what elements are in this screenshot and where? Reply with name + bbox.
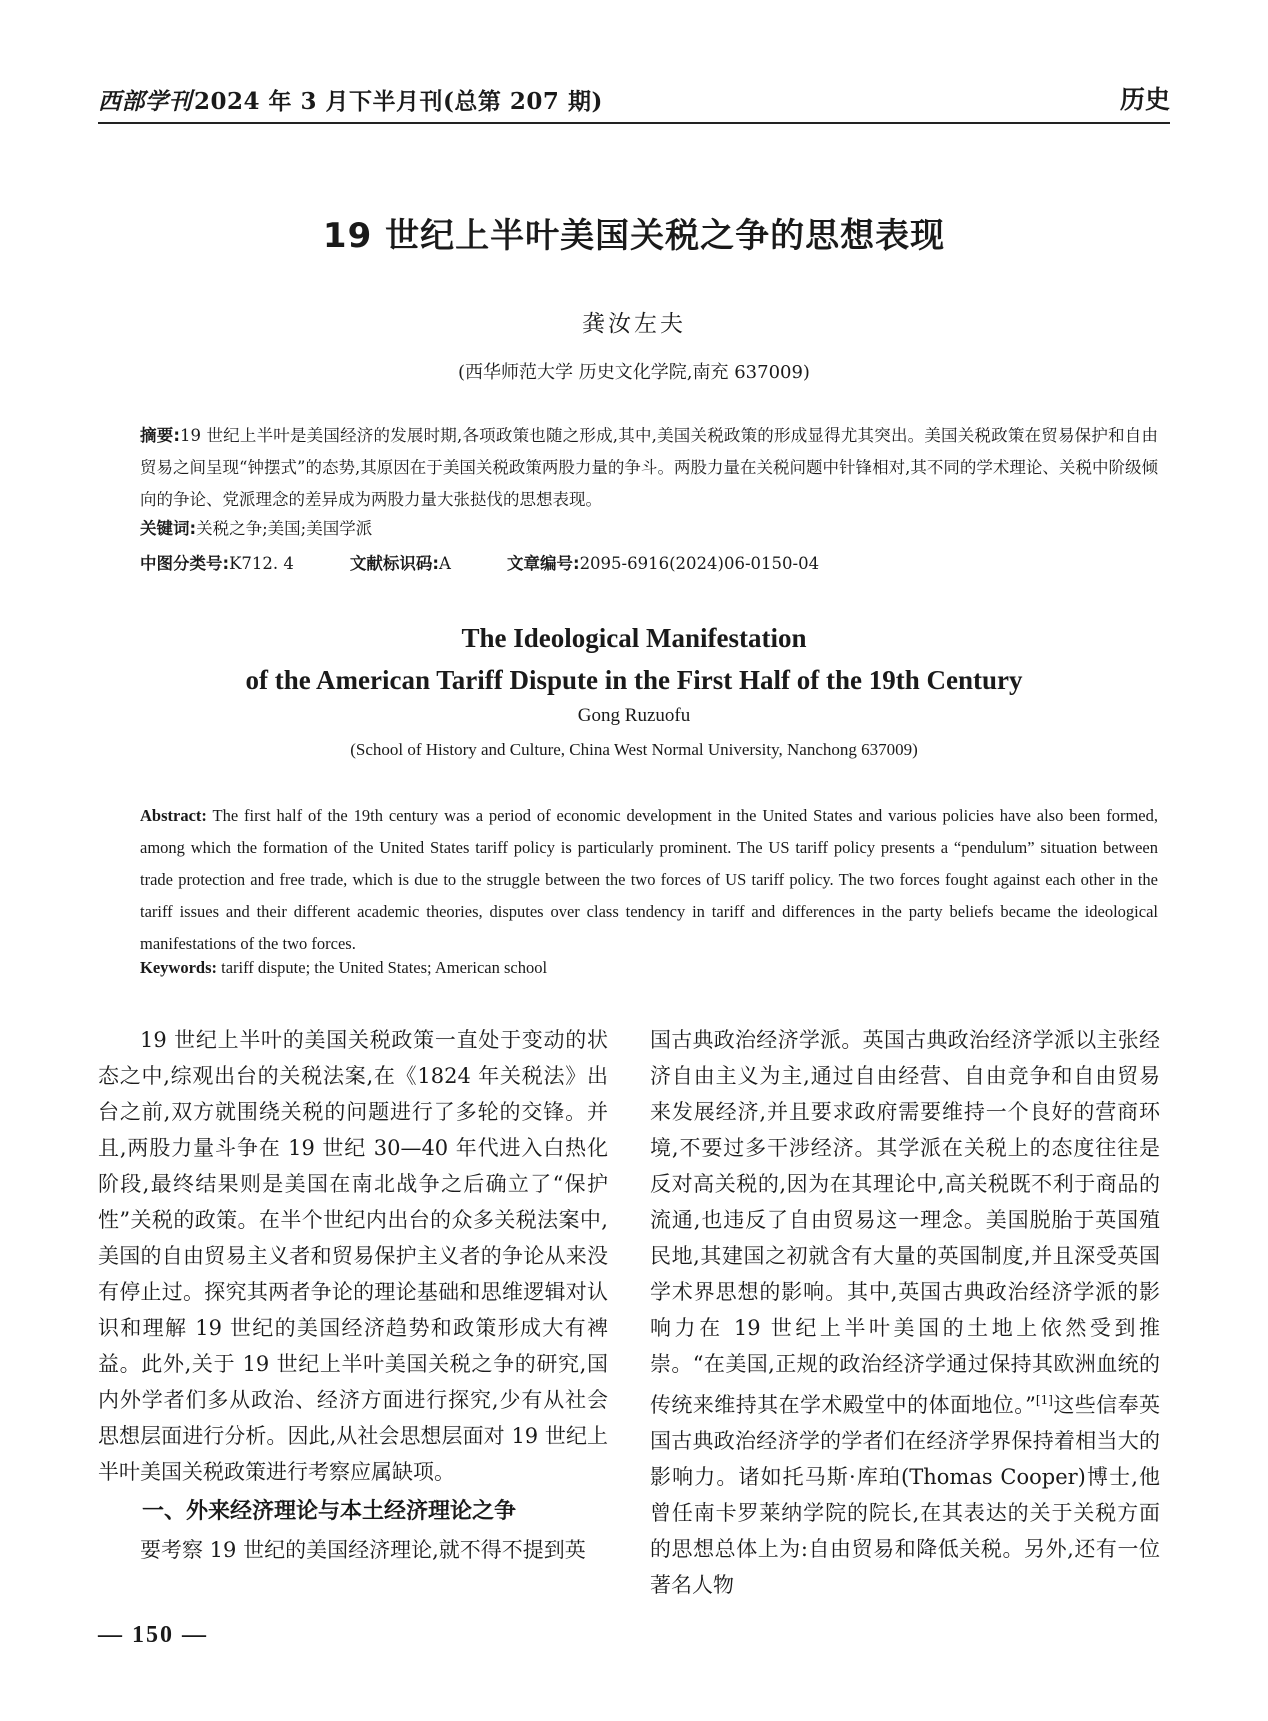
journal-name: 西部学刊 bbox=[98, 88, 192, 115]
article-value: 2095-6916(2024)06-0150-04 bbox=[579, 554, 820, 573]
author-name: 龚汝左夫 bbox=[582, 311, 686, 337]
paper-title: 19 世纪上半叶美国关税之争的思想表现 bbox=[322, 216, 946, 256]
keywords-label: 关键词: bbox=[140, 519, 197, 538]
document-code bbox=[350, 550, 451, 574]
english-author: Gong Ruzuofu bbox=[577, 705, 691, 726]
body-column-right bbox=[650, 1022, 1160, 1603]
running-header bbox=[98, 80, 1170, 124]
author-affiliation: (西华师范大学 历史文化学院,南充 637009) bbox=[458, 362, 810, 383]
english-affiliation: (School of History and Culture, China West Normal University, Nanchong 637009) bbox=[350, 740, 918, 759]
body-paragraph bbox=[650, 1022, 1160, 1603]
clc-number bbox=[140, 550, 294, 574]
body-paragraph: 要考察 19 世纪的美国经济理论,就不得不提到英 bbox=[140, 1538, 586, 1562]
english-title-line1: The Ideological Manifestation bbox=[461, 623, 807, 653]
abstract-label: 摘要: bbox=[140, 426, 181, 445]
doc-label: 文献标识码: bbox=[349, 554, 440, 573]
abstract-en-label: Abstract: bbox=[140, 806, 207, 825]
keywords-en-label: Keywords: bbox=[140, 958, 217, 977]
abstract-en-text: The first half of the 19th century was a period of economic development in the United States and various policies have also been formed, among which the formation of the United States tariff policy is particularly prominent. The US tariff policy presents a “pendulum” situation between trade protection and free trade, which is due to the struggle between the two forces of US tariff policy. The two forces fought against each other in the tariff issues and their different academic theories, disputes over class tendency in tariff and differences in the party beliefs became the ideological manifestations of the two forces. bbox=[140, 806, 1159, 953]
clc-label: 中图分类号: bbox=[140, 554, 230, 573]
classification-row bbox=[140, 550, 819, 574]
body-text: 这些信奉英国古典政治经济学的学者们在经济学界保持着相当大的影响力。诸如托马斯·库珀(Thomas Cooper)博士,他曾任南卡罗莱纳学院的院长,在其表达的关于关税方面的思想总体上为:自由贸易和降低关税。另外,还有一位著名人物 bbox=[650, 1393, 1161, 1597]
article-label: 文章编号: bbox=[506, 554, 580, 573]
abstract-english bbox=[140, 800, 1158, 960]
abstract-text: 19 世纪上半叶是美国经济的发展时期,各项政策也随之形成,其中,美国关税政策的形成显得尤其突出。美国关税政策在贸易保护和自由贸易之间呈现“钟摆式”的态势,其原因在于美国关税政策两股力量的争斗。两股力量在关税问题中针锋相对,其不同的学术理论、关税中阶级倾向的争论、党派理念的差异成为两股力量大张挞伐的思想表现。 bbox=[140, 426, 1158, 509]
article-number bbox=[507, 550, 819, 574]
citation-ref[interactable]: [1] bbox=[1035, 1393, 1053, 1407]
keywords-text: 关税之争;美国;美国学派 bbox=[196, 519, 373, 538]
english-title bbox=[98, 617, 1170, 701]
english-title-line2: of the American Tariff Dispute in the First Half of the 19th Century bbox=[245, 665, 1023, 695]
abstract-chinese bbox=[140, 420, 1158, 516]
section-label: 历史 bbox=[1119, 85, 1170, 114]
body-paragraph: 19 世纪上半叶的美国关税政策一直处于变动的状态之中,综观出台的关税法案,在《1824 年关税法》出台之前,双方就围绕关税的问题进行了多轮的交锋。并且,两股力量斗争在 19 世纪 30—40 年代进入白热化阶段,最终结果则是美国在南北战争之后确立了“保护性”关税的政策。在半个世纪内出台的众多关税法案中,美国的自由贸易主义者和贸易保护主义者的争论从来没有停止过。探究其两者争论的理论基础和思维逻辑对认识和理解 19 世纪的美国经济趋势和政策形成大有裨益。此外,关于 19 世纪上半叶美国关税之争的研究,国内外学者们多从政治、经济方面进行探究,少有从社会思想层面进行分析。因此,从社会思想层面对 19 世纪上半叶美国关税政策进行考察应属缺项。 bbox=[98, 1028, 608, 1484]
doc-value: A bbox=[439, 554, 451, 573]
keywords-en-text: tariff dispute; the United States; American school bbox=[221, 958, 548, 977]
section-heading: 一、外来经济理论与本土经济理论之争 bbox=[142, 1499, 517, 1524]
clc-value: K712. 4 bbox=[229, 554, 294, 573]
issue-info: 2024 年 3 月下半月刊(总第 207 期) bbox=[194, 88, 603, 115]
keywords-chinese bbox=[140, 515, 372, 539]
page-number: — 150 — bbox=[98, 1622, 208, 1648]
journal-issue bbox=[98, 83, 603, 116]
body-column-left bbox=[98, 1022, 608, 1568]
body-text: 国古典政治经济学派。英国古典政治经济学派以主张经济自由主义为主,通过自由经营、自由竞争和自由贸易来发展经济,并且要求政府需要维持一个良好的营商环境,不要过多干涉经济。其学派在关税上的态度往往是反对高关税的,因为在其理论中,高关税既不利于商品的流通,也违反了自由贸易这一理念。美国脱胎于英国殖民地,其建国之初就含有大量的英国制度,并且深受英国学术界思想的影响。其中,英国古典政治经济学派的影响力在 19 世纪上半叶美国的土地上依然受到推崇。“在美国,正规的政治经济学通过保持其欧洲血统的传统来维持其在学术殿堂中的体面地位。” bbox=[650, 1028, 1160, 1417]
keywords-english bbox=[140, 958, 547, 978]
